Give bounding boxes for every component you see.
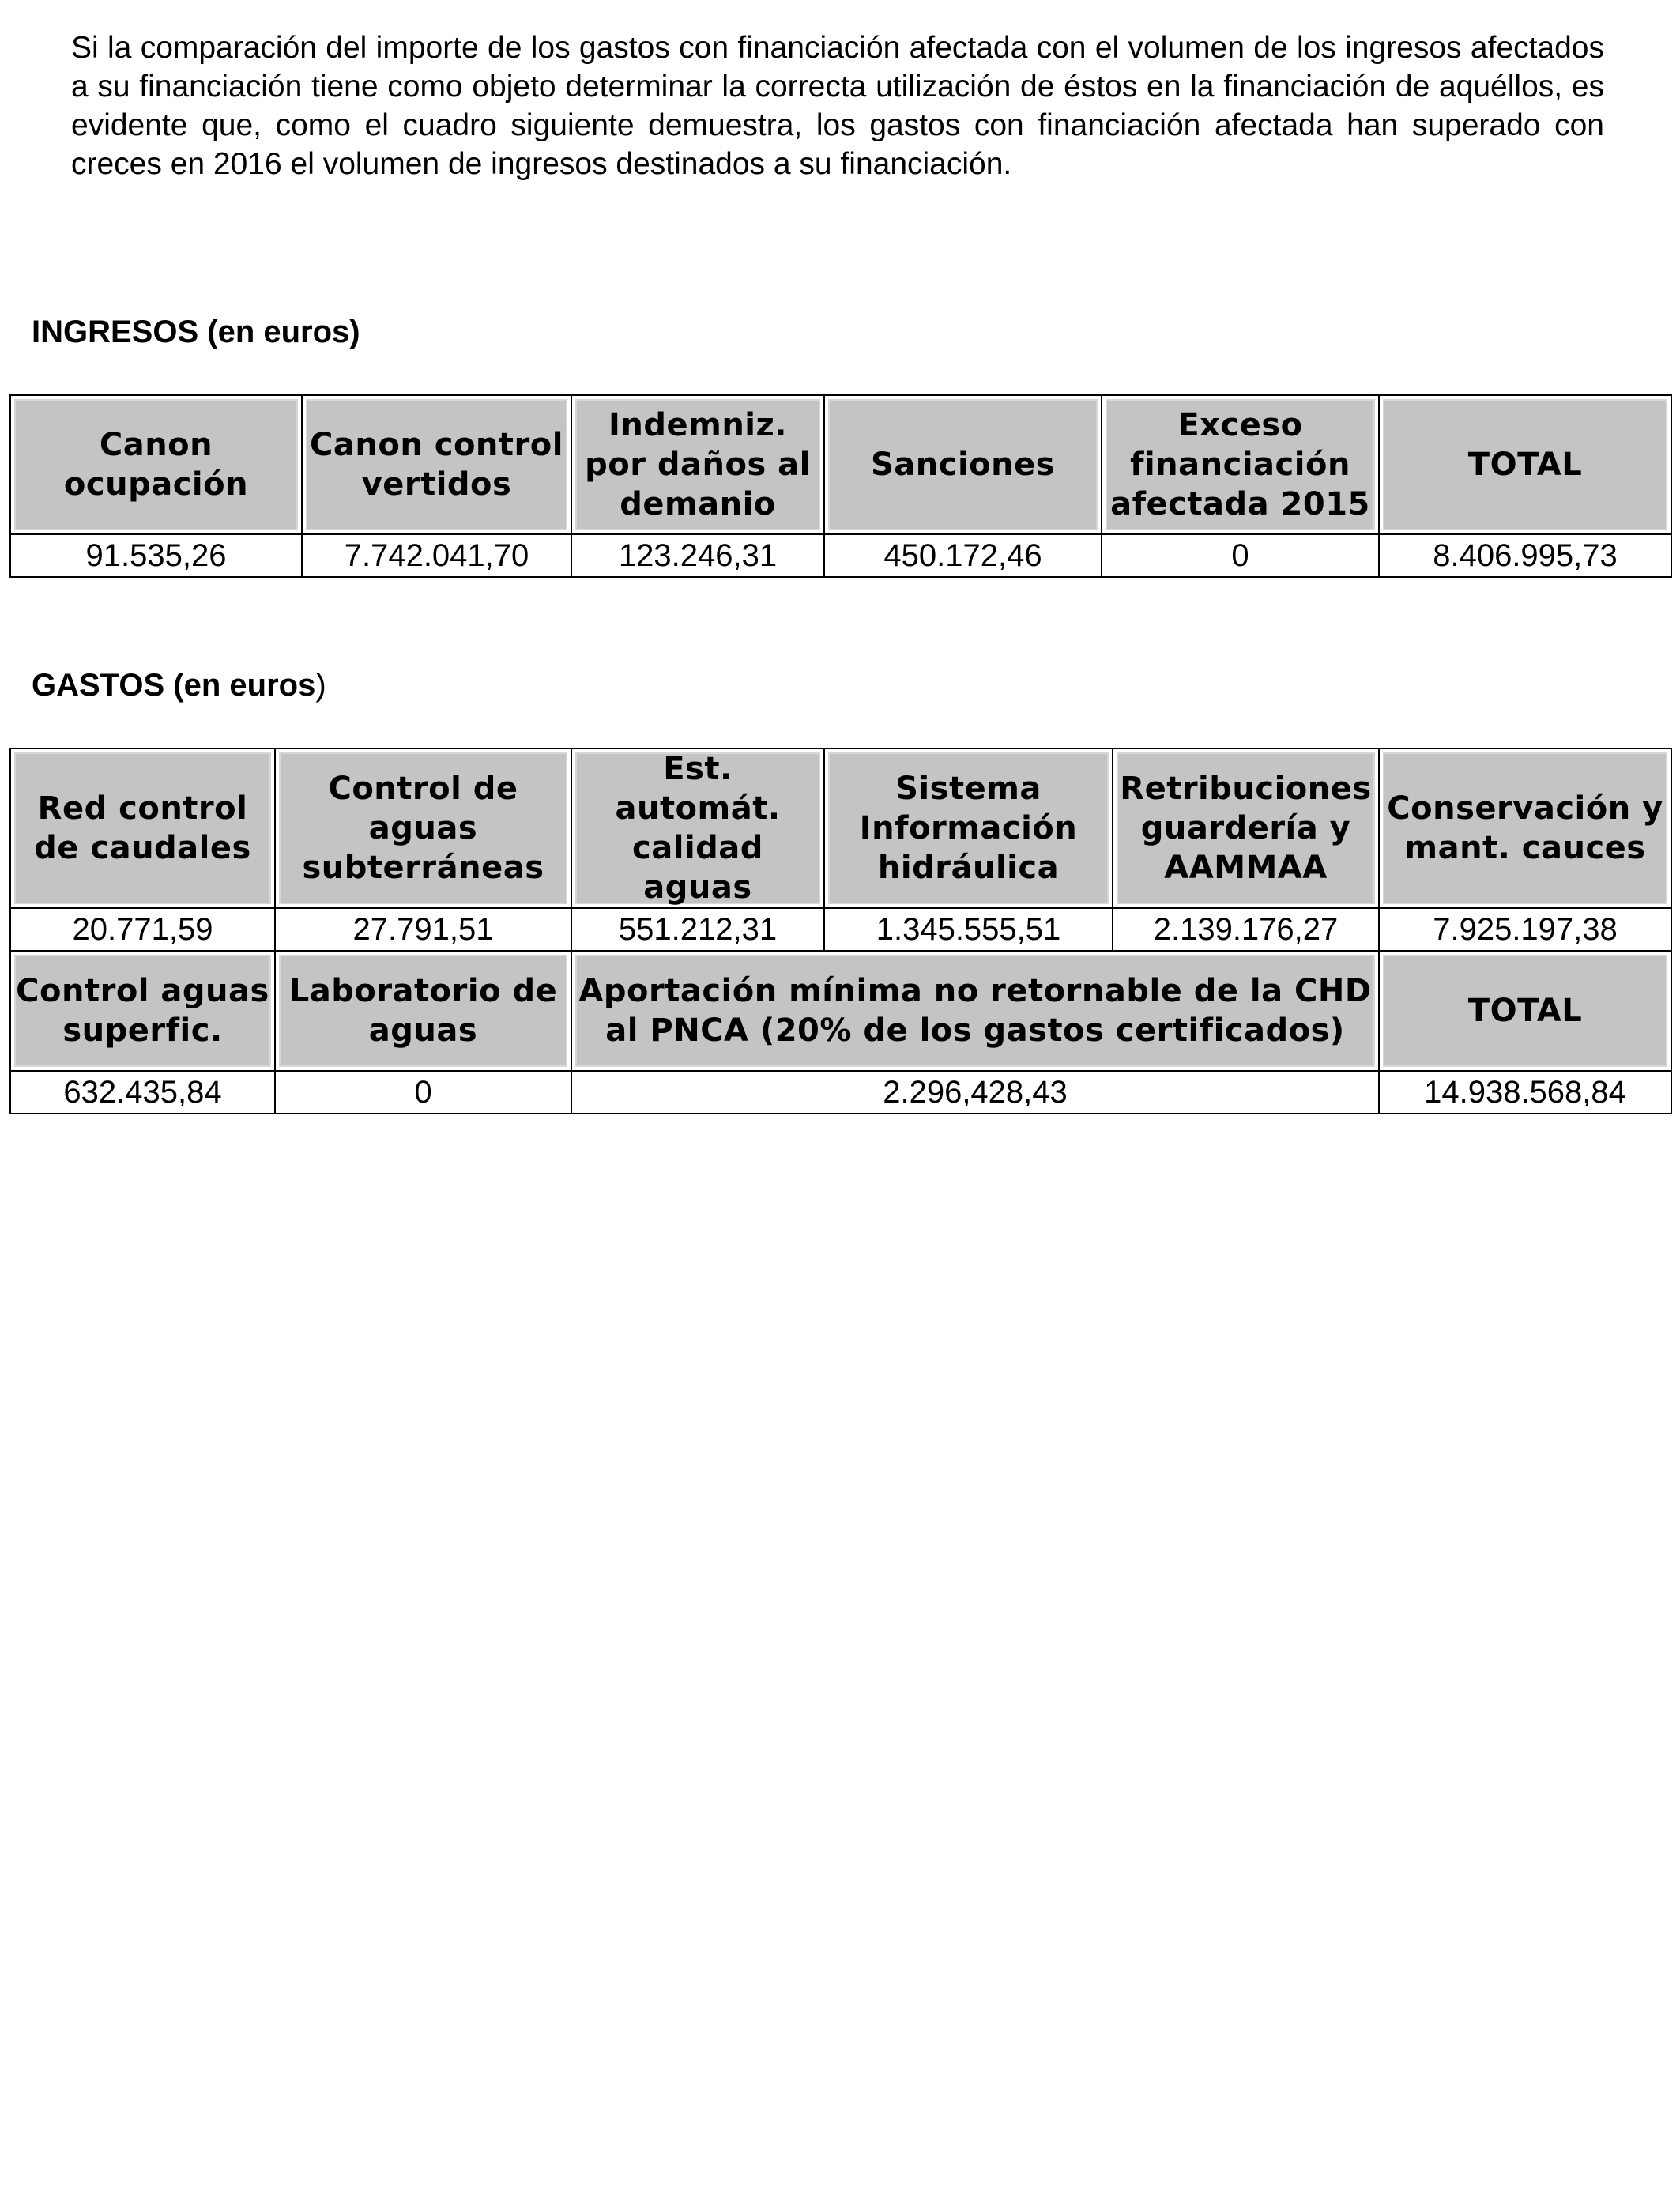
gastos-value-red-control-caudales: 20.771,59 xyxy=(10,908,275,951)
gastos-value-control-aguas-subterraneas: 27.791,51 xyxy=(275,908,571,951)
gastos-header-total: TOTAL xyxy=(1379,951,1671,1071)
ingresos-header-exceso-financiacion: Exceso financiación afectada 2015 xyxy=(1102,395,1379,534)
ingresos-value-indemnizacion: 123.246,31 xyxy=(571,534,824,577)
gastos-header-est-automat-calidad: Est. automát. calidad aguas xyxy=(571,748,824,908)
gastos-header-control-aguas-superficiales: Control aguas superfic. xyxy=(10,951,275,1071)
ingresos-header-canon-ocupacion: Canon ocupación xyxy=(10,395,302,534)
gastos-value-aportacion-minima: 2.296,428,43 xyxy=(571,1071,1379,1114)
ingresos-value-sanciones: 450.172,46 xyxy=(824,534,1102,577)
gastos-value-retribuciones-guarderia: 2.139.176,27 xyxy=(1113,908,1379,951)
gastos-header-control-aguas-subterraneas: Control de aguas subterráneas xyxy=(275,748,571,908)
ingresos-header-indemnizacion: Indemniz. por daños al demanio xyxy=(571,395,824,534)
gastos-title-paren: ) xyxy=(315,668,326,703)
ingresos-header-total: TOTAL xyxy=(1379,395,1671,534)
ingresos-header-sanciones: Sanciones xyxy=(824,395,1102,534)
ingresos-header-canon-control-vertidos: Canon control vertidos xyxy=(302,395,571,534)
gastos-header-red-control-caudales: Red control de caudales xyxy=(10,748,275,908)
gastos-header-sistema-informacion: Sistema Información hidráulica xyxy=(824,748,1113,908)
gastos-header-retribuciones-guarderia: Retribuciones guardería y AAMMAA xyxy=(1113,748,1379,908)
ingresos-title: INGRESOS (en euros) xyxy=(32,315,360,349)
gastos-value-control-aguas-superficiales: 632.435,84 xyxy=(10,1071,275,1114)
gastos-header-aportacion-minima: Aportación mínima no retornable de la CHD al PNCA (20% de los gastos certificados) xyxy=(571,951,1379,1071)
gastos-header-laboratorio-aguas: Laboratorio de aguas xyxy=(275,951,571,1071)
ingresos-value-canon-ocupacion: 91.535,26 xyxy=(10,534,302,577)
ingresos-table xyxy=(9,394,1672,578)
gastos-title-text: GASTOS (en euros xyxy=(32,668,316,703)
gastos-value-sistema-informacion: 1.345.555,51 xyxy=(824,908,1113,951)
gastos-title xyxy=(32,668,326,703)
intro-paragraph: Si la comparación del importe de los gastos con financiación afectada con el volumen de los ingresos afectados a su financiación tiene como objeto determinar la correcta utilización de éstos en la financiación de aquéllos, es evidente que, como el cuadro siguiente demuestra, los gastos con financiación afectada han superado con creces en 2016 el volumen de ingresos destinados a su financiación. xyxy=(71,31,1604,181)
gastos-value-est-automat-calidad: 551.212,31 xyxy=(571,908,824,951)
gastos-header-conservacion-cauces: Conservación y mant. cauces xyxy=(1379,748,1671,908)
gastos-table xyxy=(9,748,1672,1114)
ingresos-value-exceso-financiacion: 0 xyxy=(1102,534,1379,577)
gastos-value-conservacion-cauces: 7.925.197,38 xyxy=(1379,908,1671,951)
ingresos-value-total: 8.406.995,73 xyxy=(1379,534,1671,577)
gastos-value-total: 14.938.568,84 xyxy=(1379,1071,1671,1114)
gastos-value-laboratorio-aguas: 0 xyxy=(275,1071,571,1114)
ingresos-value-canon-control-vertidos: 7.742.041,70 xyxy=(302,534,571,577)
